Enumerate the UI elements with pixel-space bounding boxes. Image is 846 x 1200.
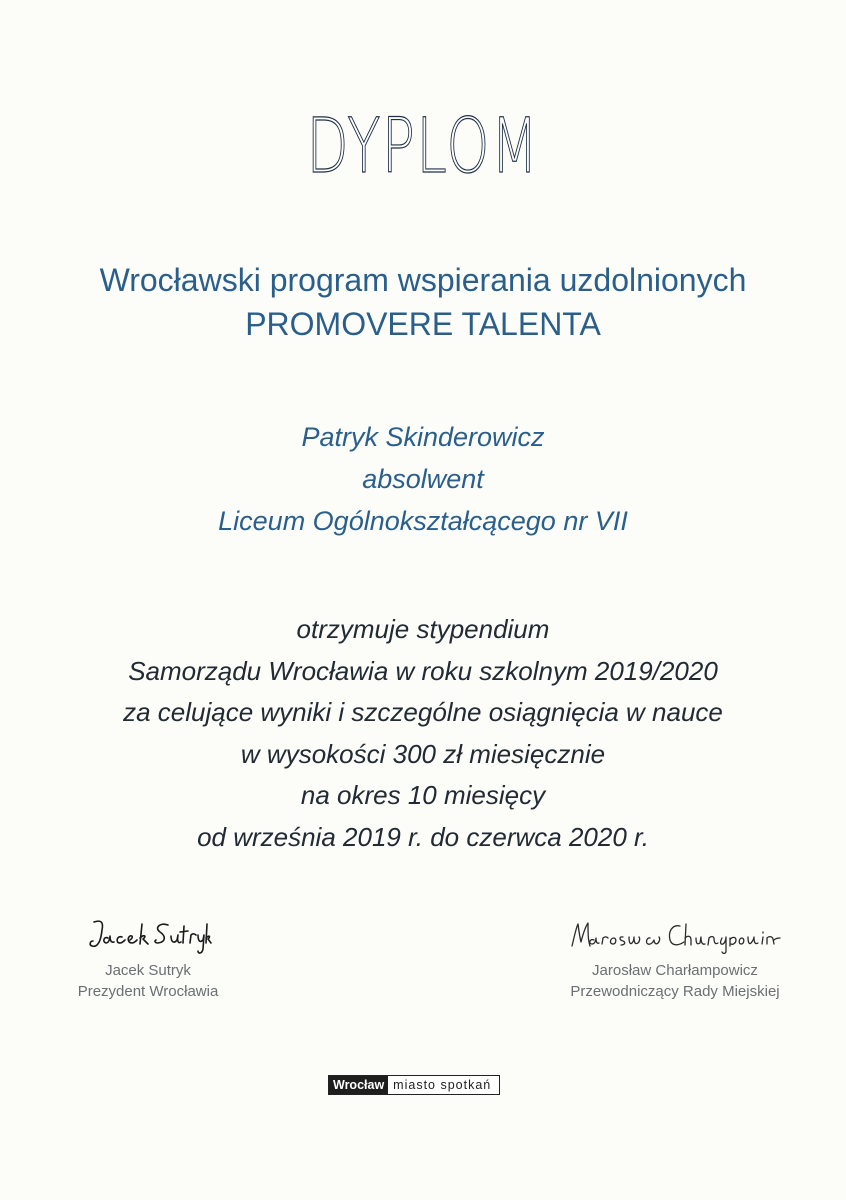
signatory-left: [48, 960, 248, 1002]
signatory-position: Prezydent Wrocławia: [77, 983, 219, 1000]
signature-right: [568, 918, 782, 954]
award-line: na okres 10 miesięcy: [300, 780, 546, 810]
signatory-name: Jarosław Charłampowicz: [592, 962, 758, 979]
signatory-right: [540, 960, 810, 1002]
award-line: Samorządu Wrocławia w roku szkolnym 2019/2020: [128, 655, 718, 686]
award-line: w wysokości 300 zł miesięcznie: [240, 738, 606, 769]
award-line: otrzymuje stypendium: [296, 614, 550, 644]
recipient-name: Patryk Skinderowicz: [301, 422, 545, 452]
logo-city-text: Wrocław: [329, 1076, 388, 1094]
signatory-position: Przewodniczący Rady Miejskiej: [570, 983, 780, 1000]
recipient-block: [0, 416, 846, 542]
recipient-school: Liceum Ogólnokształcącego nr VII: [218, 506, 628, 536]
recipient-role: absolwent: [362, 464, 484, 494]
wroclaw-logo: [328, 1075, 500, 1095]
award-line: od września 2019 r. do czerwca 2020 r.: [197, 821, 649, 852]
program-name: Wrocławski program wspierania uzdolnionych: [99, 262, 747, 298]
diploma-title: DYPLOM: [306, 101, 540, 190]
award-text: [0, 609, 846, 858]
signatory-name: Jacek Sutryk: [105, 962, 191, 979]
program-title: PROMOVERE TALENTA: [245, 306, 601, 342]
logo-slogan-text: miasto spotkań: [388, 1076, 499, 1094]
award-line: za celujące wyniki i szczególne osiągnięcia w nauce: [123, 697, 723, 727]
signature-left: [86, 916, 212, 956]
program-heading: [0, 258, 846, 346]
